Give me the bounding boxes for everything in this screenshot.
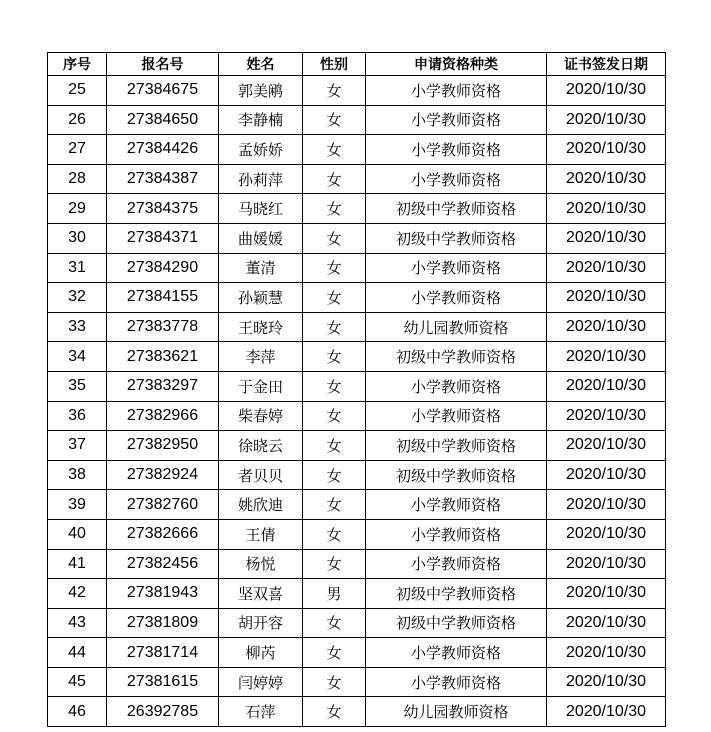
name-cell: 郭美鹇 bbox=[219, 76, 303, 106]
serial-number-cell: 30 bbox=[48, 223, 107, 253]
qualification-type-cell: 小学教师资格 bbox=[366, 253, 547, 283]
qualification-type-cell: 小学教师资格 bbox=[366, 401, 547, 431]
name-cell: 孙颖慧 bbox=[219, 283, 303, 313]
serial-number-cell: 40 bbox=[48, 519, 107, 549]
serial-number-cell: 31 bbox=[48, 253, 107, 283]
registration-number-cell: 27381615 bbox=[107, 667, 219, 697]
gender-cell: 女 bbox=[303, 401, 366, 431]
name-cell: 姚欣迪 bbox=[219, 490, 303, 520]
registration-number-cell: 27382456 bbox=[107, 549, 219, 579]
table-row bbox=[48, 579, 666, 609]
gender-cell: 女 bbox=[303, 519, 366, 549]
table-row bbox=[48, 519, 666, 549]
table-row bbox=[48, 490, 666, 520]
table-header-row bbox=[48, 53, 666, 76]
issue-date-cell: 2020/10/30 bbox=[547, 519, 666, 549]
serial-number-cell: 32 bbox=[48, 283, 107, 313]
registration-number-cell: 27382924 bbox=[107, 460, 219, 490]
gender-cell: 女 bbox=[303, 164, 366, 194]
name-cell: 者贝贝 bbox=[219, 460, 303, 490]
registration-number-cell: 27383621 bbox=[107, 342, 219, 372]
qualification-type-cell: 小学教师资格 bbox=[366, 164, 547, 194]
qualification-type-cell: 小学教师资格 bbox=[366, 105, 547, 135]
name-cell: 孟娇娇 bbox=[219, 135, 303, 165]
serial-number-cell: 34 bbox=[48, 342, 107, 372]
serial-number-cell: 43 bbox=[48, 608, 107, 638]
registration-number-cell: 27384650 bbox=[107, 105, 219, 135]
registration-number-cell: 27383297 bbox=[107, 371, 219, 401]
serial-number-cell: 39 bbox=[48, 490, 107, 520]
issue-date-cell: 2020/10/30 bbox=[547, 342, 666, 372]
issue-date-cell: 2020/10/30 bbox=[547, 667, 666, 697]
serial-number-cell: 33 bbox=[48, 312, 107, 342]
qualification-type-cell: 小学教师资格 bbox=[366, 135, 547, 165]
table-row bbox=[48, 283, 666, 313]
name-cell: 杨悦 bbox=[219, 549, 303, 579]
name-cell: 王晓玲 bbox=[219, 312, 303, 342]
qualification-type-cell: 小学教师资格 bbox=[366, 667, 547, 697]
qualification-type-cell: 小学教师资格 bbox=[366, 371, 547, 401]
gender-cell: 女 bbox=[303, 490, 366, 520]
table-row bbox=[48, 431, 666, 461]
serial-number-cell: 28 bbox=[48, 164, 107, 194]
table-row bbox=[48, 194, 666, 224]
serial-number-cell: 46 bbox=[48, 697, 107, 727]
issue-date-cell: 2020/10/30 bbox=[547, 401, 666, 431]
gender-cell: 女 bbox=[303, 460, 366, 490]
registration-number-cell: 26392785 bbox=[107, 697, 219, 727]
serial-number-cell: 44 bbox=[48, 638, 107, 668]
serial-number-cell: 35 bbox=[48, 371, 107, 401]
registration-number-cell: 27382666 bbox=[107, 519, 219, 549]
name-cell: 柴春婷 bbox=[219, 401, 303, 431]
gender-cell: 女 bbox=[303, 283, 366, 313]
serial-number-cell: 25 bbox=[48, 76, 107, 106]
issue-date-cell: 2020/10/30 bbox=[547, 135, 666, 165]
registration-number-cell: 27384290 bbox=[107, 253, 219, 283]
qualification-type-cell: 幼儿园教师资格 bbox=[366, 697, 547, 727]
issue-date-cell: 2020/10/30 bbox=[547, 164, 666, 194]
qualification-type-cell: 小学教师资格 bbox=[366, 283, 547, 313]
issue-date-cell: 2020/10/30 bbox=[547, 283, 666, 313]
serial-number-cell: 29 bbox=[48, 194, 107, 224]
table-body bbox=[48, 76, 666, 727]
registration-number-cell: 27384426 bbox=[107, 135, 219, 165]
gender-cell: 女 bbox=[303, 312, 366, 342]
serial-number-cell: 27 bbox=[48, 135, 107, 165]
name-cell: 马晓红 bbox=[219, 194, 303, 224]
gender-cell: 女 bbox=[303, 371, 366, 401]
header-serial-number: 序号 bbox=[48, 53, 107, 76]
registration-number-cell: 27384371 bbox=[107, 223, 219, 253]
gender-cell: 女 bbox=[303, 105, 366, 135]
gender-cell: 女 bbox=[303, 638, 366, 668]
issue-date-cell: 2020/10/30 bbox=[547, 105, 666, 135]
registration-number-cell: 27382760 bbox=[107, 490, 219, 520]
qualification-type-cell: 初级中学教师资格 bbox=[366, 223, 547, 253]
gender-cell: 女 bbox=[303, 667, 366, 697]
table-row bbox=[48, 608, 666, 638]
issue-date-cell: 2020/10/30 bbox=[547, 579, 666, 609]
issue-date-cell: 2020/10/30 bbox=[547, 223, 666, 253]
qualification-type-cell: 初级中学教师资格 bbox=[366, 608, 547, 638]
name-cell: 坚双喜 bbox=[219, 579, 303, 609]
table-row bbox=[48, 371, 666, 401]
issue-date-cell: 2020/10/30 bbox=[547, 638, 666, 668]
qualification-type-cell: 初级中学教师资格 bbox=[366, 431, 547, 461]
gender-cell: 女 bbox=[303, 342, 366, 372]
issue-date-cell: 2020/10/30 bbox=[547, 460, 666, 490]
table-row bbox=[48, 312, 666, 342]
issue-date-cell: 2020/10/30 bbox=[547, 253, 666, 283]
serial-number-cell: 42 bbox=[48, 579, 107, 609]
gender-cell: 男 bbox=[303, 579, 366, 609]
table-row bbox=[48, 253, 666, 283]
registration-number-cell: 27384675 bbox=[107, 76, 219, 106]
table-row bbox=[48, 105, 666, 135]
table-row bbox=[48, 460, 666, 490]
name-cell: 曲媛媛 bbox=[219, 223, 303, 253]
registration-number-cell: 27381809 bbox=[107, 608, 219, 638]
name-cell: 董清 bbox=[219, 253, 303, 283]
qualification-type-cell: 初级中学教师资格 bbox=[366, 460, 547, 490]
header-gender: 性别 bbox=[303, 53, 366, 76]
issue-date-cell: 2020/10/30 bbox=[547, 431, 666, 461]
name-cell: 徐晓云 bbox=[219, 431, 303, 461]
qualification-type-cell: 小学教师资格 bbox=[366, 638, 547, 668]
table-row bbox=[48, 549, 666, 579]
name-cell: 闫婷婷 bbox=[219, 667, 303, 697]
table-row bbox=[48, 76, 666, 106]
qualification-type-cell: 初级中学教师资格 bbox=[366, 194, 547, 224]
issue-date-cell: 2020/10/30 bbox=[547, 490, 666, 520]
serial-number-cell: 38 bbox=[48, 460, 107, 490]
registration-number-cell: 27383778 bbox=[107, 312, 219, 342]
gender-cell: 女 bbox=[303, 194, 366, 224]
header-name: 姓名 bbox=[219, 53, 303, 76]
gender-cell: 女 bbox=[303, 253, 366, 283]
registration-number-cell: 27384375 bbox=[107, 194, 219, 224]
qualification-type-cell: 初级中学教师资格 bbox=[366, 579, 547, 609]
table-row bbox=[48, 342, 666, 372]
issue-date-cell: 2020/10/30 bbox=[547, 76, 666, 106]
registration-number-cell: 27382966 bbox=[107, 401, 219, 431]
name-cell: 于金田 bbox=[219, 371, 303, 401]
qualification-type-cell: 小学教师资格 bbox=[366, 549, 547, 579]
serial-number-cell: 45 bbox=[48, 667, 107, 697]
qualification-type-cell: 初级中学教师资格 bbox=[366, 342, 547, 372]
gender-cell: 女 bbox=[303, 431, 366, 461]
qualification-type-cell: 幼儿园教师资格 bbox=[366, 312, 547, 342]
gender-cell: 女 bbox=[303, 549, 366, 579]
serial-number-cell: 41 bbox=[48, 549, 107, 579]
issue-date-cell: 2020/10/30 bbox=[547, 697, 666, 727]
table-row bbox=[48, 401, 666, 431]
issue-date-cell: 2020/10/30 bbox=[547, 608, 666, 638]
name-cell: 柳芮 bbox=[219, 638, 303, 668]
table-row bbox=[48, 638, 666, 668]
name-cell: 李萍 bbox=[219, 342, 303, 372]
name-cell: 孙莉萍 bbox=[219, 164, 303, 194]
registration-number-cell: 27382950 bbox=[107, 431, 219, 461]
table-row bbox=[48, 164, 666, 194]
issue-date-cell: 2020/10/30 bbox=[547, 312, 666, 342]
issue-date-cell: 2020/10/30 bbox=[547, 549, 666, 579]
certificate-table bbox=[47, 52, 666, 727]
gender-cell: 女 bbox=[303, 135, 366, 165]
serial-number-cell: 26 bbox=[48, 105, 107, 135]
name-cell: 王倩 bbox=[219, 519, 303, 549]
table-row bbox=[48, 667, 666, 697]
gender-cell: 女 bbox=[303, 697, 366, 727]
table-row bbox=[48, 697, 666, 727]
registration-number-cell: 27381714 bbox=[107, 638, 219, 668]
registration-number-cell: 27381943 bbox=[107, 579, 219, 609]
gender-cell: 女 bbox=[303, 223, 366, 253]
gender-cell: 女 bbox=[303, 76, 366, 106]
qualification-type-cell: 小学教师资格 bbox=[366, 490, 547, 520]
header-registration-number: 报名号 bbox=[107, 53, 219, 76]
table-row bbox=[48, 223, 666, 253]
registration-number-cell: 27384155 bbox=[107, 283, 219, 313]
header-issue-date: 证书签发日期 bbox=[547, 53, 666, 76]
header-qualification-type: 申请资格种类 bbox=[366, 53, 547, 76]
serial-number-cell: 36 bbox=[48, 401, 107, 431]
qualification-type-cell: 小学教师资格 bbox=[366, 76, 547, 106]
serial-number-cell: 37 bbox=[48, 431, 107, 461]
gender-cell: 女 bbox=[303, 608, 366, 638]
table-row bbox=[48, 135, 666, 165]
issue-date-cell: 2020/10/30 bbox=[547, 371, 666, 401]
name-cell: 李静楠 bbox=[219, 105, 303, 135]
name-cell: 石萍 bbox=[219, 697, 303, 727]
issue-date-cell: 2020/10/30 bbox=[547, 194, 666, 224]
name-cell: 胡开容 bbox=[219, 608, 303, 638]
registration-number-cell: 27384387 bbox=[107, 164, 219, 194]
qualification-type-cell: 小学教师资格 bbox=[366, 519, 547, 549]
